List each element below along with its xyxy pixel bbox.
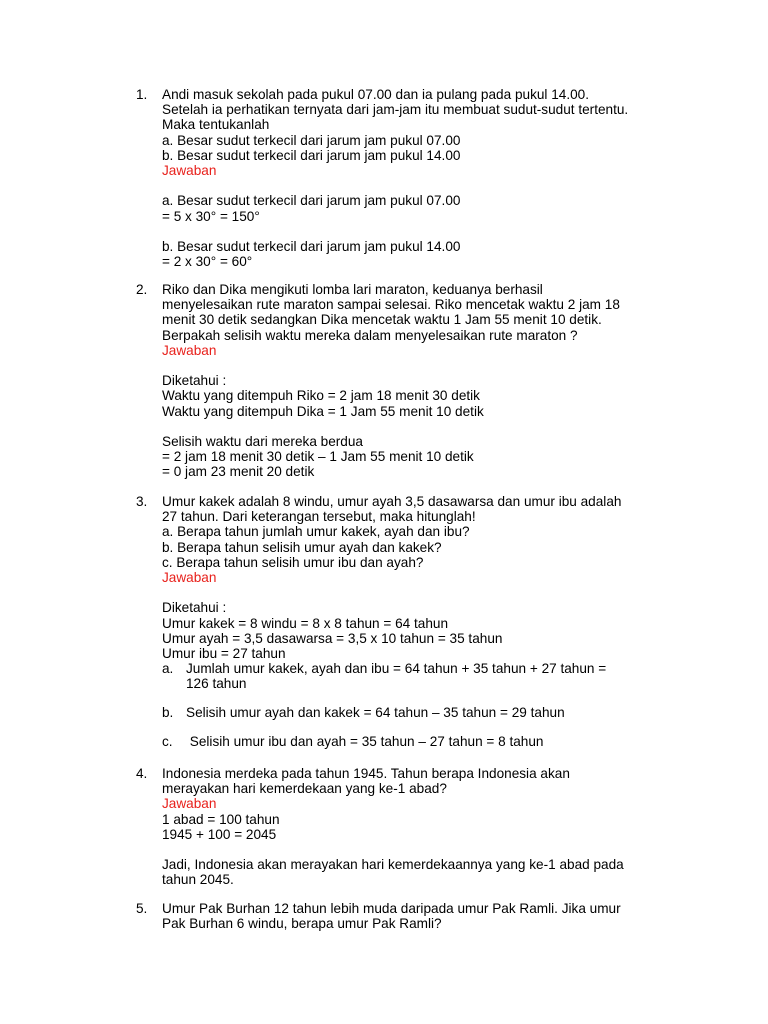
- question-text: Berpakah selisih waktu mereka dalam menyelesaikan rute maraton ?: [162, 327, 578, 343]
- answer-label: Jawaban: [162, 796, 217, 812]
- question-number: 1.: [136, 87, 148, 102]
- question-text: Umur kakek adalah 8 windu, umur ayah 3,5 dasawarsa dan umur ibu adalah: [162, 494, 622, 509]
- question-text: b. Berapa tahun selisih umur ayah dan kakek?: [162, 539, 442, 555]
- answer-text: 1945 + 100 = 2045: [162, 826, 277, 842]
- question-body: [162, 282, 682, 479]
- answer-text: Waktu yang ditempuh Riko = 2 jam 18 menit 30 detik: [162, 388, 480, 404]
- question-text: menyelesaikan rute maraton sampai selesai. Riko mencetak waktu 2 jam 18: [162, 297, 620, 313]
- item-text-line: 126 tahun: [186, 676, 247, 692]
- question-text: Maka tentukanlah: [162, 117, 270, 133]
- question-number: 5.: [136, 901, 148, 916]
- answer-label: Jawaban: [162, 569, 217, 585]
- answer-label: Jawaban: [162, 162, 217, 178]
- item-text-line: Jumlah umur kakek, ayah dan ibu = 64 tahun + 35 tahun + 27 tahun =: [186, 661, 607, 677]
- answer-text: Umur kakek = 8 windu = 8 x 8 tahun = 64 tahun: [162, 615, 449, 631]
- answer-text: Jadi, Indonesia akan merayakan hari kemerdekaannya yang ke-1 abad pada: [162, 857, 624, 873]
- item-label: b.: [162, 705, 174, 721]
- question-body: [162, 901, 682, 931]
- answer-text: = 0 jam 23 menit 20 detik: [162, 464, 315, 480]
- answer-item-a: [162, 661, 682, 691]
- answer-text: Diketahui :: [162, 373, 227, 389]
- answer-text: = 2 jam 18 menit 30 detik – 1 Jam 55 menit 10 detik: [162, 449, 474, 465]
- question-text: Pak Burhan 6 windu, berapa umur Pak Ramli?: [162, 916, 442, 932]
- question-text: 27 tahun. Dari keterangan tersebut, maka hitunglah!: [162, 509, 476, 525]
- question-number: 2.: [136, 282, 148, 297]
- answer-text: Umur ibu = 27 tahun: [162, 645, 286, 661]
- item-label: c.: [162, 733, 173, 749]
- item-text: [186, 661, 682, 691]
- answer-label: Jawaban: [162, 342, 217, 358]
- question-text: b. Besar sudut terkecil dari jarum jam pukul 14.00: [162, 147, 461, 163]
- answer-text: = 5 x 30° = 150°: [162, 208, 260, 224]
- question-body: [162, 87, 682, 269]
- question-text: a. Berapa tahun jumlah umur kakek, ayah dan ibu?: [162, 524, 470, 540]
- question-number: 4.: [136, 766, 148, 781]
- question-text: Umur Pak Burhan 12 tahun lebih muda daripada umur Pak Ramli. Jika umur: [162, 901, 621, 916]
- answer-text: Umur ayah = 3,5 dasawarsa = 3,5 x 10 tahun = 35 tahun: [162, 630, 503, 646]
- answer-text: 1 abad = 100 tahun: [162, 811, 280, 827]
- question-text: Indonesia merdeka pada tahun 1945. Tahun berapa Indonesia akan: [162, 766, 570, 781]
- answer-text: tahun 2045.: [162, 872, 234, 888]
- question-text: menit 30 detik sedangkan Dika mencetak waktu 1 Jam 55 menit 10 detik.: [162, 312, 602, 328]
- answer-text: Selisih waktu dari mereka berdua: [162, 433, 363, 449]
- answer-text: Diketahui :: [162, 600, 227, 616]
- answer-item-c: [162, 734, 682, 749]
- question-text: Setelah ia perhatikan ternyata dari jam-jam itu membuat sudut-sudut tertentu.: [162, 102, 629, 118]
- question-text: merayakan hari kemerdekaan yang ke-1 abad?: [162, 781, 447, 797]
- answer-text: a. Besar sudut terkecil dari jarum jam pukul 07.00: [162, 193, 461, 209]
- answer-item-b: [162, 705, 682, 720]
- item-label: a.: [162, 661, 174, 677]
- question-text: Riko dan Dika mengikuti lomba lari maraton, keduanya berhasil: [162, 282, 543, 297]
- question-body: [162, 494, 682, 749]
- question-number: 3.: [136, 494, 148, 509]
- item-text: Selisih umur ibu dan ayah = 35 tahun – 27 tahun = 8 tahun: [186, 733, 544, 749]
- question-text: a. Besar sudut terkecil dari jarum jam pukul 07.00: [162, 132, 461, 148]
- answer-text: Waktu yang ditempuh Dika = 1 Jam 55 menit 10 detik: [162, 403, 484, 419]
- question-text: Andi masuk sekolah pada pukul 07.00 dan ia pulang pada pukul 14.00.: [162, 87, 590, 102]
- answer-text: = 2 x 30° = 60°: [162, 254, 253, 270]
- question-text: c. Berapa tahun selisih umur ibu dan ayah?: [162, 554, 424, 570]
- item-text: Selisih umur ayah dan kakek = 64 tahun – 35 tahun = 29 tahun: [186, 705, 565, 721]
- question-body: [162, 766, 682, 888]
- answer-text: b. Besar sudut terkecil dari jarum jam pukul 14.00: [162, 238, 461, 254]
